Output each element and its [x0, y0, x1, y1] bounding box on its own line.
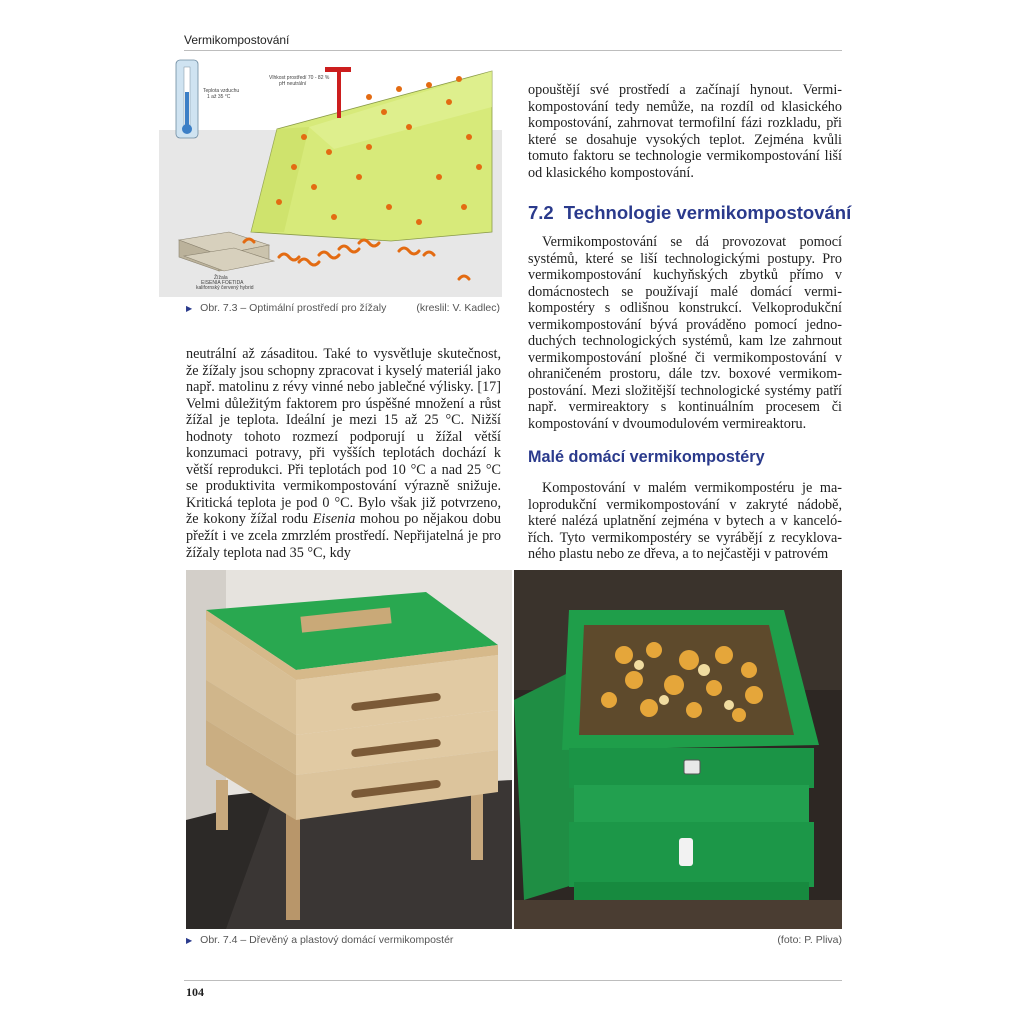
right-column-intro — [528, 82, 842, 181]
figure-7-4-credit: (foto: P. Pliva) — [777, 934, 842, 946]
footer-divider — [184, 980, 842, 981]
left-column-text — [186, 346, 501, 561]
section-number: 7.2 — [528, 202, 554, 223]
figure-optimal-environment — [159, 57, 502, 297]
plastic-vermicomposter-photo — [514, 570, 842, 929]
humidity-label: Vlhkost prostředí 70 - 82 % pH neutrální — [269, 75, 330, 87]
subsection-body — [528, 480, 842, 563]
section-title: Technologie vermikompostování — [563, 202, 852, 223]
caption-marker-icon: ▶ — [186, 304, 193, 313]
section-heading — [528, 202, 851, 224]
species-label: Žížala EISENIA FOETIDA kalifornský červený hybrid — [196, 275, 254, 291]
figure-7-3-credit: (kreslil: V. Kadlec) — [416, 302, 500, 314]
air-temperature-label: Teplota vzduchu 1 až 35 °C — [203, 88, 240, 100]
page-number: 104 — [186, 985, 204, 999]
caption-marker-icon: ▶ — [186, 936, 193, 945]
section-paragraph: Vermikompostování se dá provozovat pomocí systémů, které se liší technologickými postupy. Pro vermikompostování kuchyňských zbytků přímo v domácnostech se používají malé domácí vermikompostéry s odlišnou konstrukcí. Velkoprodukční vermikompostování bývá prováděno pomocí jednoduchých technologických systémů, kam lze zahrnout vermikompostování plošné či vermikompostování v ohraničeném prostoru, dále tzv. boxové vermikompostování. Mezi složitější technologické systémy patří např. vermireaktory s kontinuálním procesem či kompostování v dvoumodulovém vermireaktoru. — [528, 234, 842, 433]
running-header: Vermikompostování — [184, 33, 290, 47]
worm-environment-illustration — [159, 57, 502, 297]
left-paragraph-end: mohou po nějakou dobu přežít i ve zcela zmrzlém prostředí. Nepřijatelná je pro žížaly teplota nad 35 °C, kdy — [186, 511, 502, 561]
figure-7-4-caption: ▶ Obr. 7.4 – Dřevěný a plastový domácí vermikompostér — [186, 934, 454, 946]
left-paragraph-text: neutrální až zásaditou. Také to vysvětluje skutečnost, že žížaly jsou schopny zpracovat i kyselý materiál jako např. matolinu z révy vinné nebo jablečné výlisky. [17] Velmi důležitým faktorem pro úspěšné množení a růst žížal je teplota. Ideální je mezi 15 až 25 °C. Nižší hodnoty tohoto rozmezí podporují u žížal větší konzumaci potravy, při vyšších teplotách dochází k větší reprodukci. Při teplotách pod 10 °C a nad 25 °C se produktivita vermikompostování výrazně snižuje. Kritická teplota je pod 0 °C. Bylo však již potvrzeno, že kokony žížal rodu — [186, 346, 501, 528]
header-divider — [184, 50, 842, 51]
italic-genus: Eisenia — [312, 511, 356, 528]
figure-7-3-caption: ▶ Obr. 7.3 – Optimální prostředí pro žížaly — [186, 302, 387, 314]
wooden-vermicomposter-photo — [186, 570, 512, 929]
section-body — [528, 234, 842, 433]
intro-paragraph: opouštějí své prostředí a začínají hynout. Vermikompostování tedy nemůže, na rozdíl od klasického kompostování, zahrnovat termofilní fázi rozkladu, při které se dosahuje vysokých teplot. Zejména kvůli tomuto faktoru se technologie vermikompostování liší od klasického kompostování. — [528, 82, 842, 181]
subsection-heading: Malé domácí vermikompostéry — [528, 448, 765, 466]
subsection-paragraph: Kompostování v malém vermikompostéru je maloprodukční vermikompostování v zakryté nádobě, které nalézá uplatnění zejména v bytech a v kancelóřích. Tyto vermikompostéry se vyrábějí z recyklovaného plastu nebo ze dřeva, a to nejčastěji v patrovém — [528, 480, 842, 563]
